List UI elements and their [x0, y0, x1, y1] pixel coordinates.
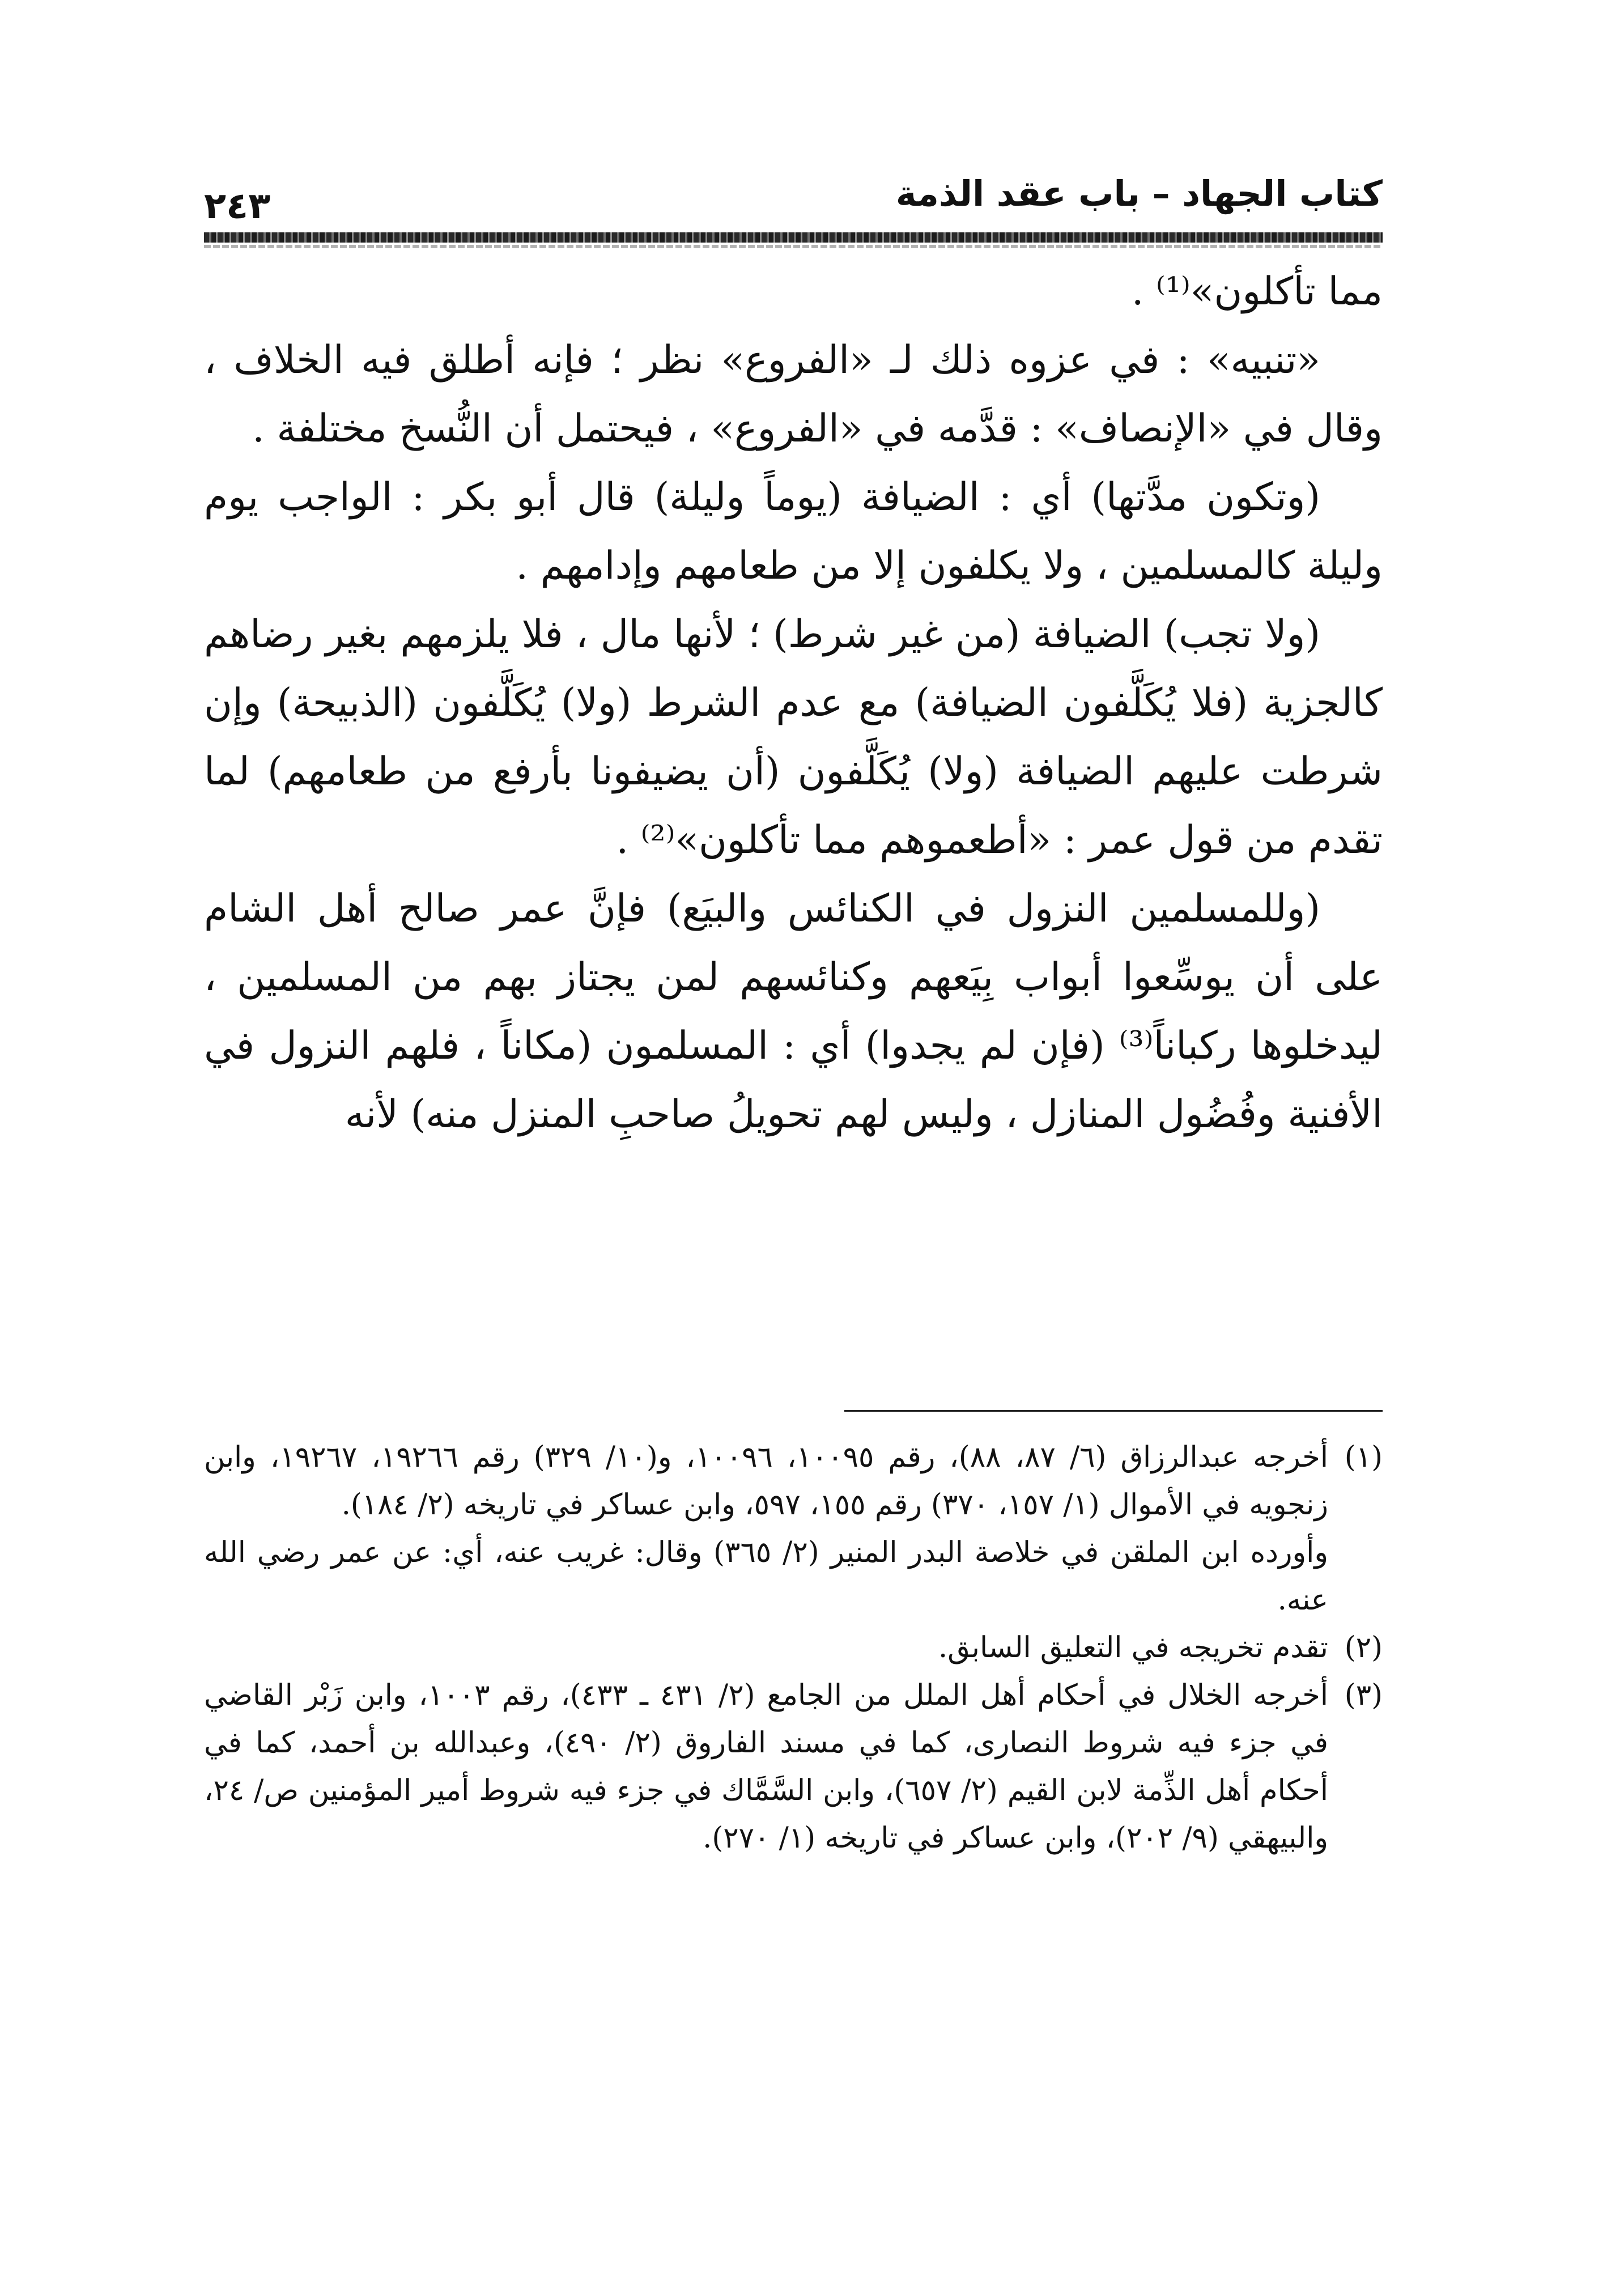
footnote-2-number: (٢)	[1344, 1631, 1383, 1664]
footnote-1	[204, 1434, 1383, 1529]
footnote-3-text: أخرجه الخلال في أحكام أهل الملل من الجامع (٢/ ٤٣١ ـ ٤٣٣)، رقم ١٠٠٣، وابن زَبْر القاضي في جزء فيه شروط النصارى، كما في مسند الفاروق (٢/ ٤٩٠)، وعبدالله بن أحمد، كما في أحكام أهل الذِّمة لابن القيم (٢/ ٦٥٧)، وابن السَّمَّاك في جزء فيه شروط أمير المؤمنين ص/ ٢٤، والبيهقي (٩/ ٢٠٢)، وابن عساكر في تاريخه (١/ ٢٧٠).	[204, 1679, 1328, 1855]
footnote-separator	[844, 1410, 1383, 1412]
running-title: كتاب الجهاد – باب عقد الذمة	[895, 173, 1383, 214]
footnote-3-number: (٣)	[1344, 1679, 1383, 1712]
footnote-3	[204, 1672, 1383, 1862]
footnote-1-text: أخرجه عبدالرزاق (٦/ ٨٧، ٨٨)، رقم ١٠٠٩٥، ١٠٠٩٦، و(١٠/ ٣٢٩) رقم ١٩٢٦٦، ١٩٢٦٧، وابن زنجويه في الأموال (١/ ١٥٧، ٣٧٠) رقم ١٥٥، ٥٩٧، وابن عساكر في تاريخه (٢/ ١٨٤).	[204, 1441, 1329, 1522]
header-rule	[204, 232, 1383, 243]
footnote-2	[204, 1624, 1383, 1672]
paragraph-2: «تنبيه» : في عزوه ذلك لـ «الفروع» نظر ؛ فإنه أطلق فيه الخلاف ، وقال في «الإنصاف» : قدَّمه في «الفروع» ، فيحتمل أن النُّسخ مختلفة .	[204, 338, 1383, 451]
paragraph-1: مما تأكلون»⁽¹⁾ .	[1131, 269, 1383, 314]
footnote-1-number: (١)	[1344, 1441, 1383, 1474]
footnotes	[204, 1434, 1383, 1862]
running-header	[204, 164, 1383, 232]
footnote-1-continuation: وأورده ابن الملقن في خلاصة البدر المنير (٢/ ٣٦٥) وقال: غريب عنه، أي: عن عمر رضي الله عنه.	[204, 1536, 1328, 1617]
footnote-2-text: تقدم تخريجه في التعليق السابق.	[938, 1631, 1328, 1664]
paragraph-5: (وللمسلمين النزول في الكنائس والبيَع) فإنَّ عمر صالح أهل الشام على أن يوسِّعوا أبواب بِيَعهم وكنائسهم لمن يجتاز بهم من المسلمين ، ليدخلوها ركباناً⁽³⁾ (فإن لم يجدوا) أي : المسلمون (مكاناً ، فلهم النزول في الأفنية وفُضُول المنازل ، وليس لهم تحويلُ صاحبِ المنزل منه) لأنه	[204, 886, 1383, 1137]
paragraph-3: (وتكون مدَّتها) أي : الضيافة (يوماً وليلة) قال أبو بكر : الواجب يوم وليلة كالمسلمين ، ولا يكلفون إلا من طعامهم وإدامهم .	[204, 475, 1383, 588]
page-number: ٢٤٣	[204, 185, 271, 227]
main-text	[204, 257, 1383, 1149]
header-rule-fine	[204, 245, 1383, 248]
paragraph-4: (ولا تجب) الضيافة (من غير شرط) ؛ لأنها مال ، فلا يلزمهم بغير رضاهم كالجزية (فلا يُكَلَّفون الضيافة) مع عدم الشرط (ولا) يُكَلَّفون (الذبيحة) وإن شرطت عليهم الضيافة (ولا) يُكَلَّفون (أن يضيفونا بأرفع من طعامهم) لما تقدم من قول عمر : «أطعموهم مما تأكلون»⁽²⁾ .	[204, 612, 1383, 863]
